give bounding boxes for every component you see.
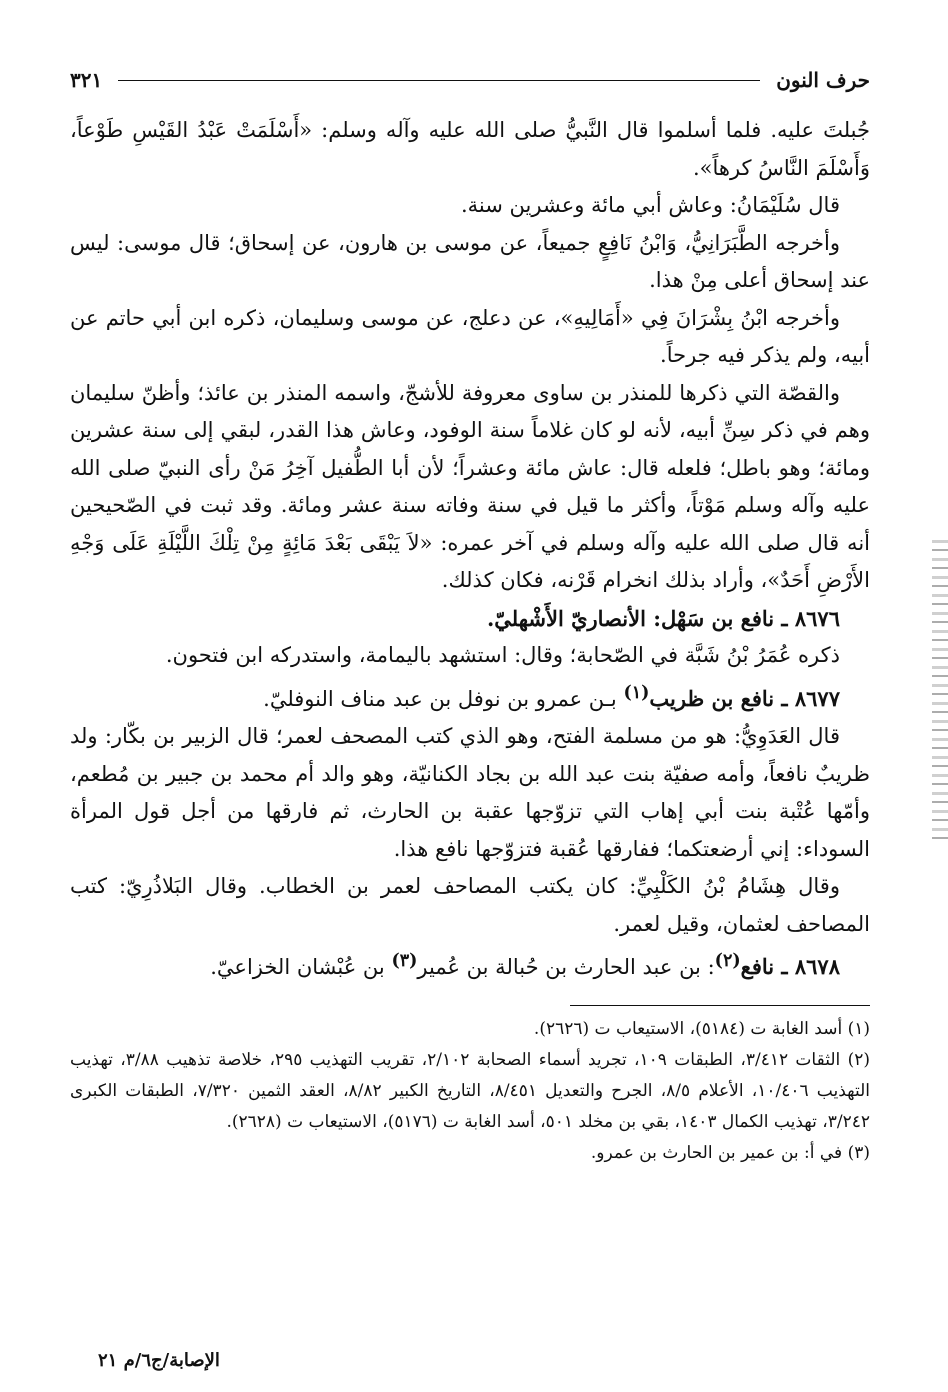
page-number: ٣٢١ [70,68,103,92]
header-rule [118,80,760,81]
chapter-title: حرف النون [776,68,870,92]
main-text [70,112,870,987]
footnote-ref: (١) [623,682,650,703]
entry-8678-heading [70,943,870,987]
footnote: (١) أسد الغابة ت (٥١٨٤)، الاستيعاب ت (٢٦٢٦). [533,1018,870,1039]
entry-8677-paragraph: قال العَدَوِيُّ: هو من مسلمة الفتح، وهو الذي كتب المصحف لعمر؛ قال الزبير بن بكّار: ولد ظريبٌ نافعاً، وأمه صفيّة بنت عبد الله بن بجاد الكنانيّة، وهو والد أم محمد بن جبير بن مُطعم، وأمّها عُتْبة بنت أبي إهاب التي تزوّجها عقبة بن الحارث، ثم فارقها من أجل قول المرأة السوداء: إني أرضعتكما؛ ففارقها عُقبة فتزوّجها نافع هذا. [70,724,870,861]
footnote: (٣) في أ: بن عمير بن الحارث بن عمرو. [590,1142,870,1163]
running-header [70,60,870,100]
footnote-separator [570,1005,870,1006]
entry-8676-text: ذكره عُمَرُ بْنُ شَبَّة في الصّحابة؛ وقال: استشهد باليمامة، واستدركه ابن فتحون. [165,643,840,667]
footnote: (٢) الثقات ٣/٤١٢، الطبقات ١٠٩، تجريد أسماء الصحابة ٢/١٠٢، تقريب التهذيب ٢٩٥، خلاصة تذهيب ٣/٨٨، تهذيب التهذيب ١٠/٤٠٦، الأعلام ٨/٥، الجرح والتعديل ٨/٤٥١، التاريخ الكبير ٨/٨٢، العقد الثمين ٧/٣٢٠، الطبقات الكبرى ٣/٢٤٢، تهذيب الكمال ١٤٠٣، بقي بن مخلد ٥٠١، أسد الغابة ت (٥١٧٦)، الاستيعاب ت (٢٦٢٨). [70,1049,871,1132]
entry-8677-paragraph: وقال هِشَامُ بْنُ الكَلْبِيِّ: كان يكتب المصاحف لعمر بن الخطاب. وقال البَلاذُرِيّ: كتب المصاحف لعثمان، وقيل لعمر. [70,874,870,936]
entry-8678-title-mid: : بن عبد الحارث بن حُبالة بن عُمير [417,955,715,979]
entry-8677-heading [70,675,870,719]
paragraph: وأخرجه ابْنُ بِشْرَانَ فِي «أَمَالِيهِ»، عن دعلج، عن موسى وسليمان، ذكره ابن أبي حاتم عن أبيه، ولم يذكر فيه جرحاً. [70,305,870,367]
footnote-ref: (٢) [714,951,741,971]
volume-signature: الإصابة/ج٦/م ٢١ [98,1350,220,1371]
entry-8677-title-rest: بـن عمرو بن نوفل بن عبد مناف النوفليّ. [263,686,624,711]
entry-8676-title: ٨٦٧٦ ـ نافع بن سَهْل: الأنصاريّ الأَشْهليّ. [486,605,840,631]
paragraph: والقصّة التي ذكرها للمنذر بن ساوى معروفة للأشجّ، واسمه المنذر بن عائذ؛ وأظنّ سليمان وهم في ذكر سِنِّ أبيه، لأنه لو كان غلاماً سنة الوفود، وعاش هذا القدر، لبقي إلى سنة عشرين ومائة؛ وهو باطل؛ فلعله قال: عاش مائة وعشراً؛ لأن أبا الطُّفيل آخِرُ مَنْ رأى النبيّ صلى الله عليه وآله وسلم مَوْتاً، وأكثر ما قيل في سنة وفاته سنة عشر ومائة. وقد ثبت في الصّحيحين أنه قال صلى الله عليه وآله وسلم في آخر عمره: «لاَ يَبْقَى بَعْدَ مَائِةٍ مِنْ تِلْكَ اللَّيْلَةِ عَلَى وَجْهِ الأَرْضِ أَحَدٌ»، وأراد بذلك انخرام قَرْنه، فكان كذلك. [70,380,870,592]
paragraph: قال سُلَيْمَانُ: وعاش أبي مائة وعشرين سنة. [461,193,840,217]
paragraph: جُبلتَ عليه. فلما أسلموا قال النَّبيُّ صلى الله عليه وآله وسلم: «أَسْلَمَتْ عَبْدُ القَيْسِ طَوْعاً، وَأَسْلَمَ النَّاسُ كرهاً». [70,118,870,180]
entry-8678-title: ٨٦٧٨ ـ نافع [740,954,840,979]
entry-8677-title: ٨٦٧٧ ـ نافع بن ظريب [649,685,840,711]
paragraph: وأخرجه الطَّبَرَانِيُّ، وَابْنُ نَافِعٍ جميعاً، عن موسى بن هارون، عن إسحاق؛ قال موسى: ليس عند إسحاق أعلى مِنْ هذا. [70,230,870,292]
scan-smudge [932,540,948,840]
entry-8678-title-rest: بن عُبْشان الخزاعيّ. [210,955,392,979]
footnotes [70,1014,870,1169]
footnote-ref: (٣) [391,951,418,971]
page [70,60,870,1169]
